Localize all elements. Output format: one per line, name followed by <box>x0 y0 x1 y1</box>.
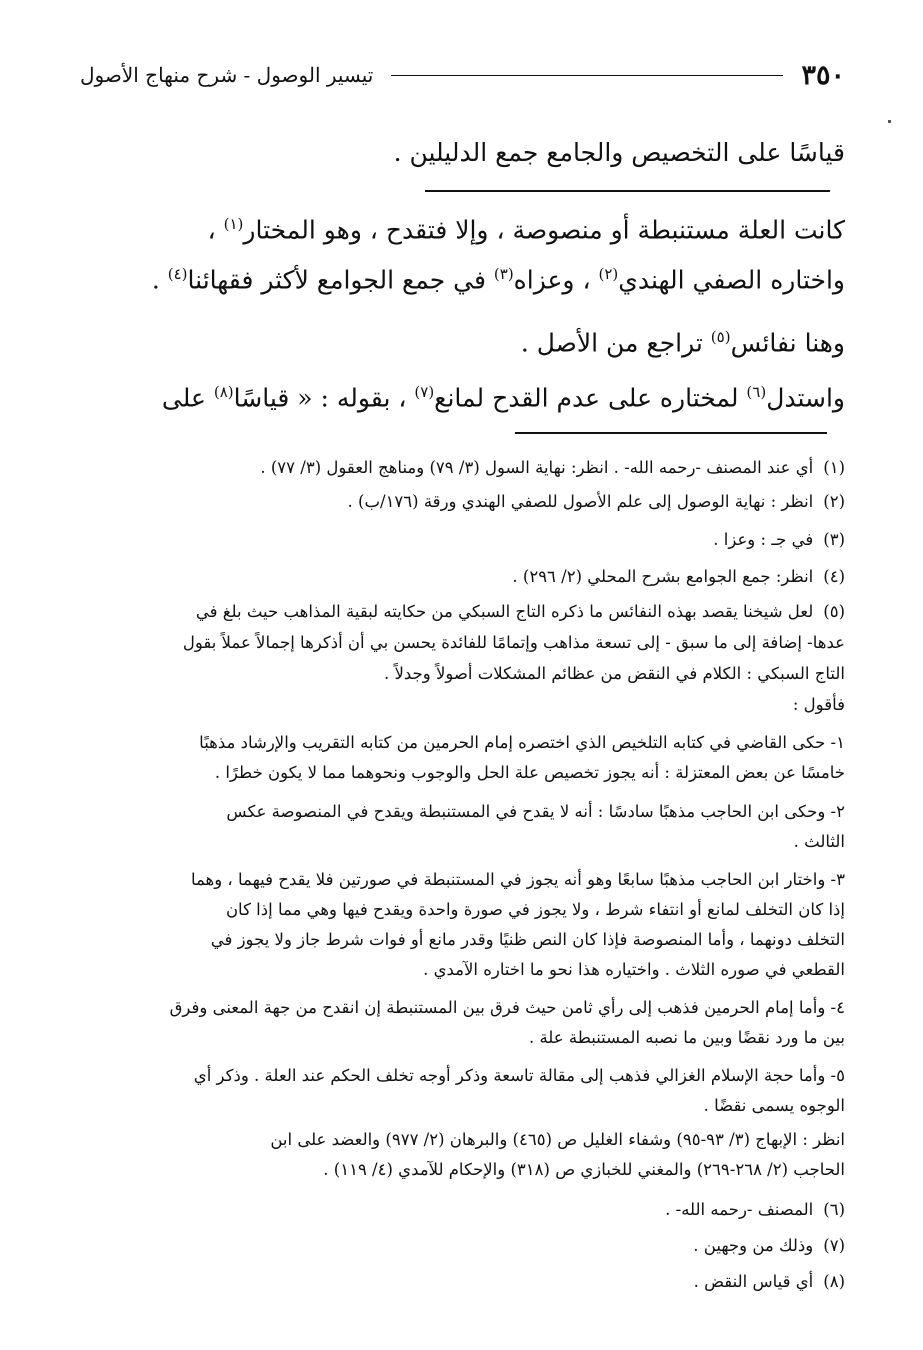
footnote-marker: (٤) <box>167 265 188 283</box>
main-line-3: واختاره الصفي الهندي$^{(٢)}$ ، وعزاه$^{(٣)}$ في جمع الجوامع لأكثر فقهائنا$^{(٤)}$ . <box>151 265 845 295</box>
section-rule <box>425 190 830 192</box>
footnote-5-line: فأقول : <box>792 695 845 714</box>
footnote-5-line: التاج السبكي : الكلام في النقض من عظائم المشكلات أصولاً وجدلاً . <box>383 664 845 683</box>
main-line-2: كانت العلة مستنبطة أو منصوصة ، وإلا فتقدح ، وهو المختار$^{(١)}$ ، <box>207 215 845 245</box>
footnote-8: (٨)أي قياس النقض . <box>693 1272 845 1291</box>
footnote-number: (٥) <box>823 602 845 621</box>
footnote-5-item-2: ٢- وحكى ابن الحاجب مذهبًا سادسًا : أنه لا يقدح في المستنبطة ويقدح في المنصوصة عكس <box>226 802 845 821</box>
footnote-marker: (٥) <box>710 328 731 346</box>
footnote-marker: (١) <box>223 215 244 233</box>
footnote-5-item-3: التخلف دونهما ، وأما المنصوصة فإذا كان النص ظنيًا وقدر مانع أو فوات شرط جاز ولا يجوز في <box>210 930 845 949</box>
page-header <box>80 55 845 95</box>
footnote-marker: (٣) <box>493 265 514 283</box>
footnote-5-item-3: القطعي في صوره الثلاث . واختياره هذا نحو ما اختاره الآمدي . <box>423 960 845 979</box>
footnote-5-line: عدها- إضافة إلى ما سبق - إلى تسعة مذاهب وإتمامًا للفائدة يحسن بي أن أذكرها إجمالاً عملاً بقول <box>182 633 845 652</box>
footnote-5-item-4: ٤- وأما إمام الحرمين فذهب إلى رأي ثامن حيث فرق بين المستنبطة إن انقدح من جهة المعنى وفرق <box>169 998 845 1017</box>
footnote-5-item-2: الثالث . <box>793 832 845 851</box>
footnote-5-item-5: الوجوه يسمى نقضًا . <box>703 1096 845 1115</box>
main-line-1: قياسًا على التخصيص والجامع جمع الدليلين . <box>393 138 845 167</box>
footnote-5-item-1: خامسًا عن بعض المعتزلة : أنه يجوز تخصيص علة الحل والوجوب ونحوهما مما لا يكون خطرًا . <box>214 763 845 782</box>
footnote-6: (٦)المصنف -رحمه الله- . <box>665 1200 845 1219</box>
footnote-number: (٧) <box>823 1236 845 1255</box>
footnote-marker: (٦) <box>746 383 767 401</box>
page-number: ٣٥٠ <box>801 59 845 91</box>
footnote-5-item-3: ٣- واختار ابن الحاجب مذهبًا سابعًا وهو أنه يجوز في المستنبطة في صورتين فلا يقدح فيهما ، وهما <box>190 870 845 889</box>
main-line-4: وهنا نفائس$^{(٥)}$ تراجع من الأصل . <box>520 328 845 358</box>
footnote-number: (١) <box>823 458 845 477</box>
footnote-number: (٤) <box>823 567 845 586</box>
footnote-1: (١)أي عند المصنف -رحمه الله- . انظر: نهاية السول (٣/ ٧٩) ومناهج العقول (٣/ ٧٧) . <box>260 458 845 477</box>
margin-mark <box>888 120 891 123</box>
footnote-5-references: انظر : الإبهاج (٣/ ٩٣-٩٥) وشفاء الغليل ص (٤٦٥) والبرهان (٢/ ٩٧٧) والعضد على ابن <box>270 1130 845 1149</box>
footnote-5-item-1: ١- حكى القاضي في كتابه التلخيص الذي اختصره إمام الحرمين من كتابه التقريب والإرشاد مذهبًا <box>199 733 845 752</box>
footnote-number: (٢) <box>823 492 845 511</box>
footnote-number: (٨) <box>823 1272 845 1291</box>
footnote-4: (٤)انظر: جمع الجوامع بشرح المحلي (٢/ ٢٩٦) . <box>512 567 845 586</box>
footnote-number: (٣) <box>823 530 845 549</box>
footnote-5-references: الحاجب (٢/ ٢٦٨-٢٦٩) والمغني للخبازي ص (٣١٨) والإحكام للآمدي (٤/ ١١٩) . <box>323 1160 845 1179</box>
footnote-marker: (٨) <box>213 383 234 401</box>
footnote-rule <box>515 432 827 434</box>
header-rule <box>391 75 783 76</box>
main-line-5: واستدل$^{(٦)}$ لمختاره على عدم القدح لمانع$^{(٧)}$ ، بقوله : « قياسًا$^{(٨)}$ على <box>161 383 845 413</box>
footnote-5-item-3: إذا كان التخلف لمانع أو انتفاء شرط ، ولا يجوز في صورة واحدة ويقدح فيها وهي مما إذا كان <box>225 900 845 919</box>
footnote-number: (٦) <box>823 1200 845 1219</box>
footnote-5-item-4: بين ما ورد نقضًا وبين ما نصبه المستنبطة علة . <box>528 1028 845 1047</box>
footnote-7: (٧)وذلك من وجهين . <box>693 1236 845 1255</box>
footnote-3: (٣)في جـ : وعزا . <box>713 530 845 549</box>
book-title: تيسير الوصول - شرح منهاج الأصول <box>80 63 374 87</box>
footnote-marker: (٧) <box>414 383 435 401</box>
footnote-5-item-5: ٥- وأما حجة الإسلام الغزالي فذهب إلى مقالة تاسعة وذكر أوجه تخلف الحكم عند العلة . وذكر أي <box>193 1066 845 1085</box>
footnote-marker: (٢) <box>598 265 619 283</box>
footnote-5-line: (٥)لعل شيخنا يقصد بهذه النفائس ما ذكره التاج السبكي من حكايته لبقية المذاهب حيث بلغ في <box>195 602 845 621</box>
footnote-2: (٢)انظر : نهاية الوصول إلى علم الأصول للصفي الهندي ورقة (١٧٦/ب) . <box>347 492 845 511</box>
